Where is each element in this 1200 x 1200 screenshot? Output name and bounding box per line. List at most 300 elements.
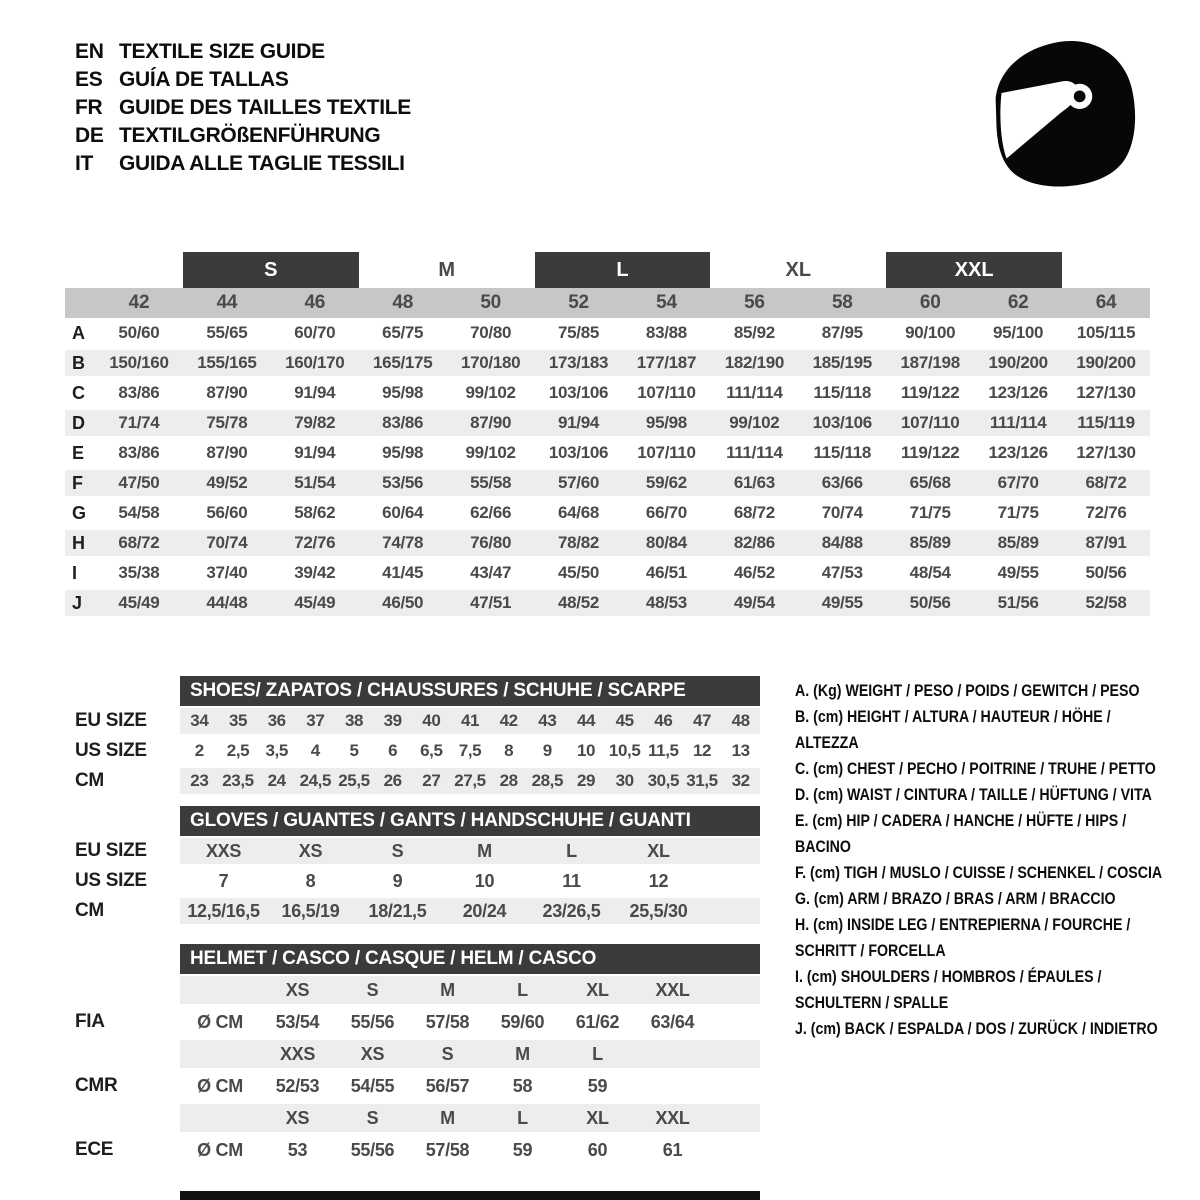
size-value: 74/78 — [382, 533, 424, 552]
column-header: 46 — [304, 292, 326, 313]
size-value: 83/88 — [645, 323, 687, 342]
size-value: 78/82 — [558, 533, 600, 552]
size-value: 75/85 — [558, 323, 600, 342]
helmet-value: 53/54 — [275, 1011, 320, 1032]
size-value: 71/74 — [118, 413, 160, 432]
size-value: 85/89 — [997, 533, 1039, 552]
section-row — [65, 866, 760, 896]
helmet-size: L — [592, 1043, 603, 1064]
size-band-row — [65, 252, 1150, 288]
legend-item: F. (cm) TIGH / MUSLO / CUISSE / SCHENKEL / COSCIA — [795, 864, 1163, 882]
helmet-value: 60 — [587, 1139, 608, 1160]
helmet-sizes — [180, 974, 760, 1006]
language-title: GUIDE DES TAILLES TEXTILE — [119, 96, 411, 119]
section-row — [65, 896, 760, 926]
size-value: 160/170 — [285, 353, 345, 372]
size-value: 90/100 — [905, 323, 956, 342]
language-title-block — [75, 38, 411, 178]
value-cell: 48 — [731, 711, 750, 730]
size-value: 105/115 — [1076, 323, 1136, 342]
value-cell: 12,5/16,5 — [187, 900, 260, 921]
size-value: 70/74 — [206, 533, 248, 552]
value-cell: 25,5 — [338, 771, 370, 790]
row-letter: J — [72, 592, 82, 613]
size-value: 150/160 — [109, 353, 169, 372]
value-cell: 30 — [615, 771, 634, 790]
value-cell: 47 — [692, 711, 712, 730]
size-value: 82/86 — [733, 533, 775, 552]
value-cell: 20/24 — [462, 900, 507, 921]
value-cell: 23/26,5 — [542, 900, 601, 921]
helmet-value: 52/53 — [275, 1075, 320, 1096]
value-cell: 32 — [731, 771, 750, 790]
size-value: 83/86 — [118, 383, 160, 402]
size-value: 83/86 — [118, 443, 160, 462]
value-cell: 5 — [349, 741, 359, 760]
size-value: 68/72 — [1085, 473, 1127, 492]
size-value: 60/70 — [294, 323, 336, 342]
size-value: 44/48 — [206, 593, 248, 612]
numeric-size-header-row — [65, 288, 1150, 318]
size-value: 56/60 — [206, 503, 248, 522]
size-value: 54/58 — [118, 503, 160, 522]
measure-row-d — [65, 408, 1150, 438]
helmet-sizes — [180, 1038, 760, 1070]
helmet-size-row — [65, 1102, 760, 1134]
row-label: CM — [75, 900, 104, 921]
size-value: 46/52 — [733, 563, 775, 582]
value-cell: L — [566, 840, 577, 861]
size-value: 45/49 — [294, 593, 336, 612]
measurement-legend — [795, 678, 1165, 1042]
value-cell: 27,5 — [454, 771, 486, 790]
size-value: 85/92 — [733, 323, 775, 342]
language-title: GUÍA DE TALLAS — [119, 68, 289, 91]
measure-row-e — [65, 438, 1150, 468]
legend-item: B. (cm) HEIGHT / ALTURA / HAUTEUR / HÖHE / ALTEZZA — [795, 708, 1111, 752]
section-header-row — [65, 676, 760, 706]
value-cell: 10,5 — [608, 741, 641, 760]
size-value: 185/195 — [812, 353, 872, 372]
value-cell: M — [477, 840, 492, 861]
size-value: 55/65 — [206, 323, 248, 342]
size-value: 63/66 — [821, 473, 863, 492]
size-value: 50/56 — [909, 593, 951, 612]
helmet-values — [180, 1134, 760, 1166]
column-header: 58 — [832, 292, 853, 313]
size-value: 48/52 — [558, 593, 600, 612]
helmet-size-row — [65, 974, 760, 1006]
legend-item: I. (cm) SHOULDERS / HOMBROS / ÉPAULES / SCHULTERN / SPALLE — [795, 968, 1102, 1012]
size-value: 70/74 — [821, 503, 863, 522]
helmet-size: L — [517, 1107, 528, 1128]
helmet-value: 55/56 — [350, 1139, 395, 1160]
column-header: 44 — [216, 292, 238, 313]
size-value: 87/90 — [470, 413, 512, 432]
size-value: 111/114 — [989, 413, 1047, 432]
value-cell: 3,5 — [265, 741, 288, 760]
helmet-size: M — [440, 979, 455, 1000]
measure-row-c — [65, 378, 1150, 408]
column-header: 56 — [744, 292, 765, 313]
section-row — [65, 836, 760, 866]
size-value: 115/118 — [813, 443, 872, 462]
size-value: 64/68 — [558, 503, 600, 522]
measure-row-g — [65, 498, 1150, 528]
size-value: 155/165 — [197, 353, 257, 372]
size-value: 99/102 — [465, 443, 516, 462]
size-value: 87/90 — [206, 443, 248, 462]
helmet-value: 53 — [287, 1139, 308, 1160]
size-value: 50/60 — [118, 323, 160, 342]
size-value: 95/98 — [645, 413, 687, 432]
size-value: 127/130 — [1076, 383, 1136, 402]
size-value: 70/80 — [470, 323, 512, 342]
column-header: 50 — [480, 292, 501, 313]
value-cell: 11,5 — [648, 741, 679, 760]
value-cell: 24 — [267, 771, 286, 790]
value-cell: 10 — [474, 870, 495, 891]
helmet-value: 61/62 — [575, 1011, 620, 1032]
size-value: 85/89 — [909, 533, 951, 552]
size-value: 48/53 — [645, 593, 687, 612]
helmet-value-row — [65, 1134, 760, 1166]
row-label: US SIZE — [75, 740, 147, 761]
helmet-size: XS — [285, 1107, 310, 1128]
helmet-value: 57/58 — [425, 1011, 470, 1032]
helmet-size-row — [65, 1038, 760, 1070]
value-cell: 35 — [228, 711, 248, 730]
size-value: 65/68 — [909, 473, 951, 492]
value-cell: 46 — [654, 711, 673, 730]
helmet-icon — [978, 28, 1146, 200]
size-value: 61/63 — [733, 473, 775, 492]
value-cell: 29 — [576, 771, 596, 790]
column-header: 42 — [128, 292, 150, 313]
value-cell: 6 — [388, 741, 398, 760]
helmet-value: 58 — [512, 1075, 533, 1096]
size-band-xl: XL — [785, 258, 812, 281]
textile-size-table — [65, 252, 1150, 618]
size-value: 95/98 — [382, 383, 424, 402]
legend-item: A. (Kg) WEIGHT / PESO / POIDS / GEWITCH / PESO — [795, 682, 1140, 700]
value-cell: 38 — [344, 711, 364, 730]
value-cell: 36 — [267, 711, 286, 730]
helmet-value: 54/55 — [350, 1075, 395, 1096]
size-value: 47/53 — [821, 563, 863, 582]
size-value: 111/114 — [726, 383, 783, 402]
value-cell: 16,5/19 — [281, 900, 340, 921]
helmet-size: XL — [586, 979, 609, 1000]
size-value: 43/47 — [470, 563, 512, 582]
diameter-unit: Ø CM — [197, 1075, 243, 1096]
size-value: 52/58 — [1085, 593, 1127, 612]
size-value: 62/66 — [470, 503, 512, 522]
size-value: 95/100 — [993, 323, 1044, 342]
size-value: 51/56 — [997, 593, 1039, 612]
row-letter: H — [72, 532, 85, 553]
size-value: 107/110 — [900, 413, 960, 432]
legend-item: H. (cm) INSIDE LEG / ENTREPIERNA / FOURCHE / SCHRITT / FORCELLA — [795, 916, 1131, 960]
size-value: 190/200 — [988, 353, 1048, 372]
helmet-size: XXL — [655, 1107, 690, 1128]
language-title: TEXTILE SIZE GUIDE — [119, 40, 325, 63]
language-code: FR — [75, 96, 103, 119]
size-value: 119/122 — [900, 443, 960, 462]
size-value: 60/64 — [382, 503, 424, 522]
legend-item: E. (cm) HIP / CADERA / HANCHE / HÜFTE / HIPS / BACINO — [795, 812, 1127, 856]
row-letter: E — [72, 442, 84, 463]
size-value: 91/94 — [558, 413, 600, 432]
column-header: 52 — [568, 292, 589, 313]
language-row — [75, 66, 411, 94]
size-value: 45/50 — [558, 563, 600, 582]
helmet-size: L — [517, 979, 528, 1000]
value-cell: 27 — [422, 771, 441, 790]
row-letter: F — [72, 472, 83, 493]
size-value: 165/175 — [373, 353, 433, 372]
row-values — [180, 866, 760, 896]
size-value: 35/38 — [118, 563, 160, 582]
size-value: 119/122 — [900, 383, 960, 402]
size-value: 83/86 — [382, 413, 424, 432]
section-row — [65, 766, 760, 796]
size-value: 123/126 — [988, 383, 1048, 402]
size-value: 39/42 — [294, 563, 336, 582]
helmet-rows — [65, 974, 760, 1166]
size-value: 103/106 — [812, 413, 872, 432]
size-value: 72/76 — [294, 533, 336, 552]
row-values — [180, 706, 760, 736]
language-code: ES — [75, 68, 103, 91]
size-value: 99/102 — [729, 413, 780, 432]
size-value: 37/40 — [206, 563, 248, 582]
size-value: 84/88 — [821, 533, 863, 552]
shoes-section — [65, 676, 760, 796]
size-value: 49/55 — [997, 563, 1039, 582]
helmet-size: XXS — [279, 1043, 316, 1064]
gloves-rows — [65, 836, 760, 926]
value-cell: 25,5/30 — [629, 900, 688, 921]
size-value: 49/52 — [206, 473, 248, 492]
size-value: 103/106 — [548, 383, 609, 402]
measure-row-a — [65, 318, 1150, 348]
row-values — [180, 736, 760, 766]
value-cell: 18/21,5 — [368, 900, 427, 921]
row-letter: I — [72, 562, 77, 583]
value-cell: 23,5 — [222, 771, 254, 790]
size-value: 66/70 — [645, 503, 687, 522]
value-cell: 45 — [615, 711, 634, 730]
size-value: 47/50 — [118, 473, 160, 492]
size-value: 91/94 — [294, 443, 336, 462]
label-spacer — [65, 974, 180, 1006]
value-cell: 23 — [190, 771, 209, 790]
size-value: 76/80 — [470, 533, 512, 552]
helmet-values — [180, 1070, 760, 1102]
value-cell: 24,5 — [299, 771, 332, 790]
size-value: 123/126 — [988, 443, 1048, 462]
value-cell: 7,5 — [458, 741, 482, 760]
section-row — [65, 736, 760, 766]
value-cell: 31,5 — [686, 771, 718, 790]
value-cell: 7 — [218, 870, 229, 891]
measure-row-h — [65, 528, 1150, 558]
value-cell: XL — [647, 840, 670, 861]
size-band-l: L — [535, 252, 711, 288]
helmet-section — [65, 944, 760, 1166]
language-code: IT — [75, 152, 94, 175]
section-header-row — [65, 944, 760, 974]
size-value: 45/49 — [118, 593, 160, 612]
size-value: 80/84 — [645, 533, 687, 552]
helmet-size: XS — [285, 979, 310, 1000]
row-values — [180, 836, 760, 866]
size-band-m: M — [438, 258, 455, 281]
size-value: 55/58 — [470, 473, 512, 492]
diameter-unit: Ø CM — [197, 1139, 243, 1160]
label-spacer — [65, 944, 180, 974]
language-row — [75, 38, 411, 66]
value-cell: S — [391, 840, 404, 861]
standard-label: CMR — [75, 1075, 118, 1096]
row-values — [180, 896, 760, 926]
size-value: 41/45 — [382, 563, 424, 582]
language-row — [75, 122, 411, 150]
row-values — [180, 766, 760, 796]
size-value: 170/180 — [460, 353, 521, 372]
helmet-size: M — [440, 1107, 455, 1128]
row-letter: B — [72, 352, 85, 373]
size-value: 46/51 — [645, 563, 687, 582]
size-value: 65/75 — [382, 323, 424, 342]
value-cell: 4 — [310, 741, 320, 760]
value-cell: 40 — [422, 711, 441, 730]
helmet-size: XS — [360, 1043, 385, 1064]
value-cell: 11 — [562, 870, 581, 891]
helmet-size: S — [366, 979, 379, 1000]
standard-label: FIA — [75, 1011, 105, 1032]
standard-label: ECE — [75, 1139, 114, 1160]
row-letter: D — [72, 412, 85, 433]
size-value: 71/75 — [997, 503, 1039, 522]
size-value: 111/114 — [726, 443, 783, 462]
helmet-size: XL — [586, 1107, 609, 1128]
column-header: 54 — [656, 292, 677, 313]
measure-row-j — [65, 588, 1150, 618]
size-value: 59/62 — [645, 473, 687, 492]
value-cell: 37 — [306, 711, 325, 730]
value-cell: XS — [298, 840, 323, 861]
label-spacer — [65, 806, 180, 836]
row-letter: C — [72, 382, 85, 403]
section-header-row — [65, 806, 760, 836]
shoes-rows — [65, 706, 760, 796]
gloves-section — [65, 806, 760, 926]
label-spacer — [65, 1102, 180, 1134]
size-value: 50/56 — [1085, 563, 1127, 582]
value-cell: 30,5 — [647, 771, 680, 790]
size-value: 95/98 — [382, 443, 424, 462]
language-code: EN — [75, 40, 104, 63]
size-value: 53/56 — [382, 473, 424, 492]
value-cell: 44 — [576, 711, 596, 730]
size-value: 115/119 — [1077, 413, 1135, 432]
helmet-size: XXL — [655, 979, 690, 1000]
helmet-sizes — [180, 1102, 760, 1134]
helmet-value: 59 — [587, 1075, 608, 1096]
value-cell: 28,5 — [531, 771, 564, 790]
helmet-value: 63/64 — [650, 1011, 695, 1032]
size-band-s: S — [183, 252, 359, 288]
label-spacer — [65, 1038, 180, 1070]
size-value: 87/90 — [206, 383, 248, 402]
helmet-value: 57/58 — [425, 1139, 470, 1160]
size-value: 87/91 — [1085, 533, 1127, 552]
row-label: US SIZE — [75, 870, 147, 891]
row-label: EU SIZE — [75, 710, 147, 731]
size-value: 48/54 — [909, 563, 951, 582]
size-band-xxl: XXL — [886, 252, 1062, 288]
size-value: 46/50 — [382, 593, 424, 612]
size-value: 68/72 — [733, 503, 775, 522]
size-value: 187/198 — [900, 353, 960, 372]
value-cell: 13 — [731, 741, 750, 760]
value-cell: 9 — [392, 870, 403, 891]
value-cell: 41 — [460, 711, 480, 730]
size-value: 51/54 — [294, 473, 336, 492]
size-value: 127/130 — [1076, 443, 1136, 462]
size-value: 47/51 — [470, 593, 512, 612]
helmet-value: 59 — [512, 1139, 533, 1160]
value-cell: 2,5 — [226, 741, 250, 760]
helmet-value-row — [65, 1006, 760, 1038]
size-value: 173/183 — [548, 353, 609, 372]
size-value: 79/82 — [294, 413, 336, 432]
language-title: TEXTILGRÖßENFÜHRUNG — [119, 124, 381, 147]
helmet-value: 61 — [662, 1139, 683, 1160]
value-cell: 12 — [648, 870, 669, 891]
legend-item: D. (cm) WAIST / CINTURA / TAILLE / HÜFTUNG / VITA — [795, 786, 1152, 804]
measure-row-i — [65, 558, 1150, 588]
helmet-size: S — [366, 1107, 379, 1128]
value-cell: XXS — [205, 840, 242, 861]
column-header: 60 — [919, 292, 941, 313]
value-cell: 28 — [499, 771, 518, 790]
size-value: 72/76 — [1085, 503, 1127, 522]
size-value: 177/187 — [636, 353, 697, 372]
helmet-size: M — [515, 1043, 530, 1064]
legend-item: G. (cm) ARM / BRAZO / BRAS / ARM / BRACCIO — [795, 890, 1116, 908]
language-title: GUIDA ALLE TAGLIE TESSILI — [119, 152, 405, 175]
column-header: 48 — [392, 292, 413, 313]
helmet-value-row — [65, 1070, 760, 1102]
value-cell: 43 — [538, 711, 557, 730]
language-row — [75, 150, 411, 178]
value-cell: 9 — [542, 741, 552, 760]
value-cell: 10 — [576, 741, 596, 760]
measure-row-b — [65, 348, 1150, 378]
size-value: 115/118 — [813, 383, 872, 402]
bottom-divider-bar — [180, 1191, 760, 1200]
value-cell: 6,5 — [420, 741, 443, 760]
legend-item: C. (cm) CHEST / PECHO / POITRINE / TRUHE / PETTO — [795, 760, 1156, 778]
helmet-size: S — [441, 1043, 454, 1064]
row-label: EU SIZE — [75, 840, 147, 861]
value-cell: 39 — [383, 711, 402, 730]
label-spacer — [65, 676, 180, 706]
gloves-title: GLOVES / GUANTES / GANTS / HANDSCHUHE / GUANTI — [180, 806, 760, 836]
